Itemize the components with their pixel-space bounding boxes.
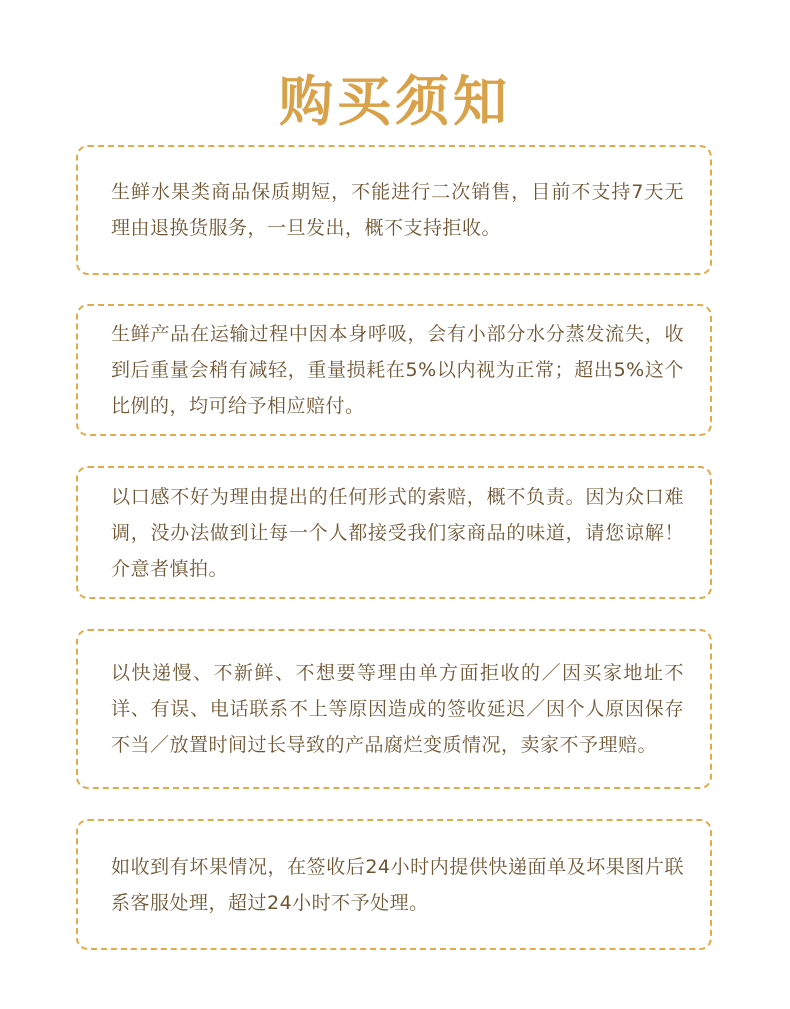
notice-box-shelf-life: [76, 145, 712, 275]
notice-box-weight-loss: [76, 304, 712, 436]
notice-text-taste: 以口感不好为理由提出的任何形式的索赔，概不负责。因为众口难调，没办法做到让每一个人都接受我们家商品的味道，请您谅解！介意者慎拍。: [111, 485, 684, 580]
notice-box-taste: [76, 466, 712, 599]
notice-text-damaged-fruit: 如收到有坏果情况，在签收后24小时内提供快递面单及坏果图片联系客服处理，超过24小时不予处理。: [111, 855, 684, 914]
notice-text-rejection: 以快递慢、不新鲜、不想要等理由单方面拒收的／因买家地址不详、有误、电话联系不上等原因造成的签收延迟／因个人原因保存不当／放置时间过长导致的产品腐烂变质情况，卖家不予理赔。: [111, 662, 684, 756]
notice-box-damaged-fruit: [76, 819, 712, 950]
notice-box-rejection: [76, 629, 712, 789]
notice-text-shelf-life: 生鲜水果类商品保质期短，不能进行二次销售，目前不支持7天无理由退换货服务，一旦发出，概不支持拒收。: [111, 181, 684, 239]
page-title: 购买须知: [279, 69, 511, 134]
notice-text-weight-loss: 生鲜产品在运输过程中因本身呼吸，会有小部分水分蒸发流失，收到后重量会稍有减轻，重量损耗在5%以内视为正常；超出5%这个比例的，均可给予相应赔付。: [111, 323, 684, 417]
